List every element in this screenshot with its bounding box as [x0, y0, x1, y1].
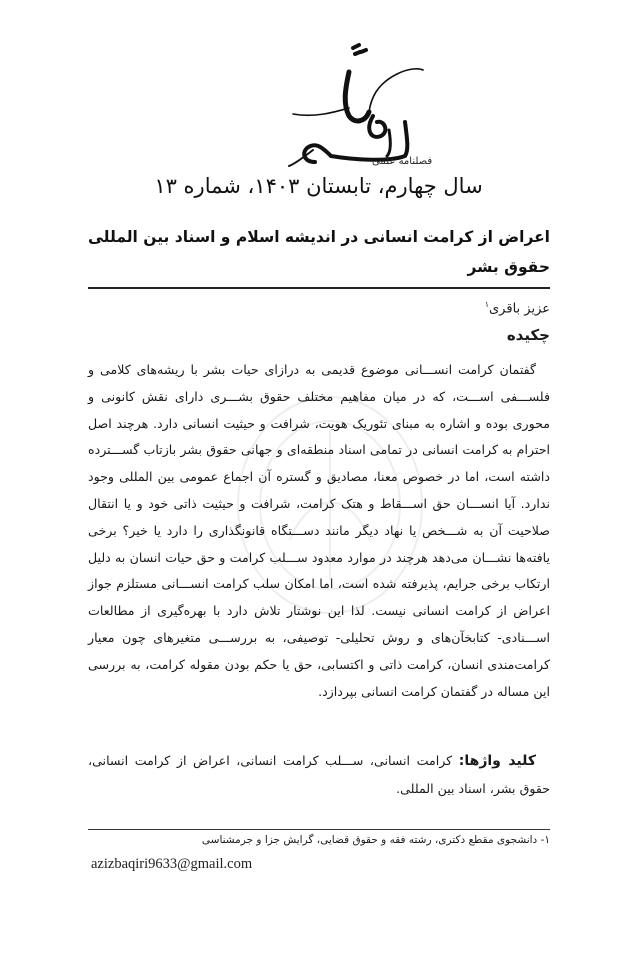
author-email: azizbaqiri9633@gmail.com — [91, 856, 253, 872]
footnote-divider — [88, 829, 550, 830]
journal-logo-calligraphy — [285, 38, 435, 168]
keywords-label: کلید واژها: — [458, 753, 536, 769]
abstract-text: گفتمان کرامت انســـانی موضوع قدیمی به درازای حیات بشر با ریشه‌های کلامی و فلســـفی اســـت، که در میان مفاهیم مختلف حقوق بشـــری دارای نقش کانونی و محوری بوده و اشاره به مبنای تئوریک هویت، شرافت و حیثیت انسانی دارد. هرچند اصل احترام به کرامت انسانی در تمامی اسناد منطقه‌ای و جهانی حقوق بشر بازتاب گســـترده داشته است، اما در خصوص معنا، مصادیق و گستره آن اجماع عمومی بین المللی وجود ندارد. آیا انســـان حق اســـقاط و هتک کرامت، شرافت و حیثیت ذاتی خود و یا انتقال صلاحیت آن به شـــخص یا نهاد دیگر مانند دســـتگاه قانونگذاری را دارد یا خیر؟ برخی یافته‌ها نشـــان می‌دهد هرچند در موارد معدود ســـلب کرامت و حق حیات انسان به دلیل ارتکاب برخی جرایم، پذیرفته شده است، اما امکان سلب کرامت انســـانی مستلزم جواز اعراض از کرامت انسانی نیست. لذا این نوشتار تلاش دارد با بهره‌گیری از مطالعات اســـنادی- کتابخآن‌های و روش تحلیلی- توصیفی، به بررســـی متغیرهای چون معیار کرامت‌مندی انسان، کرامت ذاتی و اکتسابی، حق یا حکم بودن مقوله کرامت، به بررسی این مساله در گفتمان کرامت انسانی بپردازد. — [88, 362, 550, 699]
abstract — [88, 357, 550, 705]
author-name: عزیز باقری — [489, 301, 550, 317]
title-divider — [88, 287, 550, 289]
author — [485, 300, 550, 316]
issue-line: سال چهارم، تابستان ۱۴۰۳، شماره ۱۳ — [154, 174, 483, 198]
author-footnote-mark: ۱ — [484, 300, 489, 309]
footnote-text: ۱- دانشجوی مقطع دکتری، رشته فقه و حقوق قضایی، گرایش جزا و جرمشناسی — [201, 834, 550, 846]
keywords — [88, 747, 550, 802]
abstract-heading: چکیده — [506, 326, 550, 344]
keywords-text: کرامت انسانی، ســـلب کرامت انسانی، اعراض از کرامت انسانی، حقوق بشر، اسناد بین المللی. — [88, 753, 550, 796]
journal-subtitle: فصلنامه علمی — [372, 156, 433, 167]
article-title: اعراض از کرامت انسانی در اندیشه اسلام و اسناد بین المللی حقوق بشر — [88, 228, 550, 276]
